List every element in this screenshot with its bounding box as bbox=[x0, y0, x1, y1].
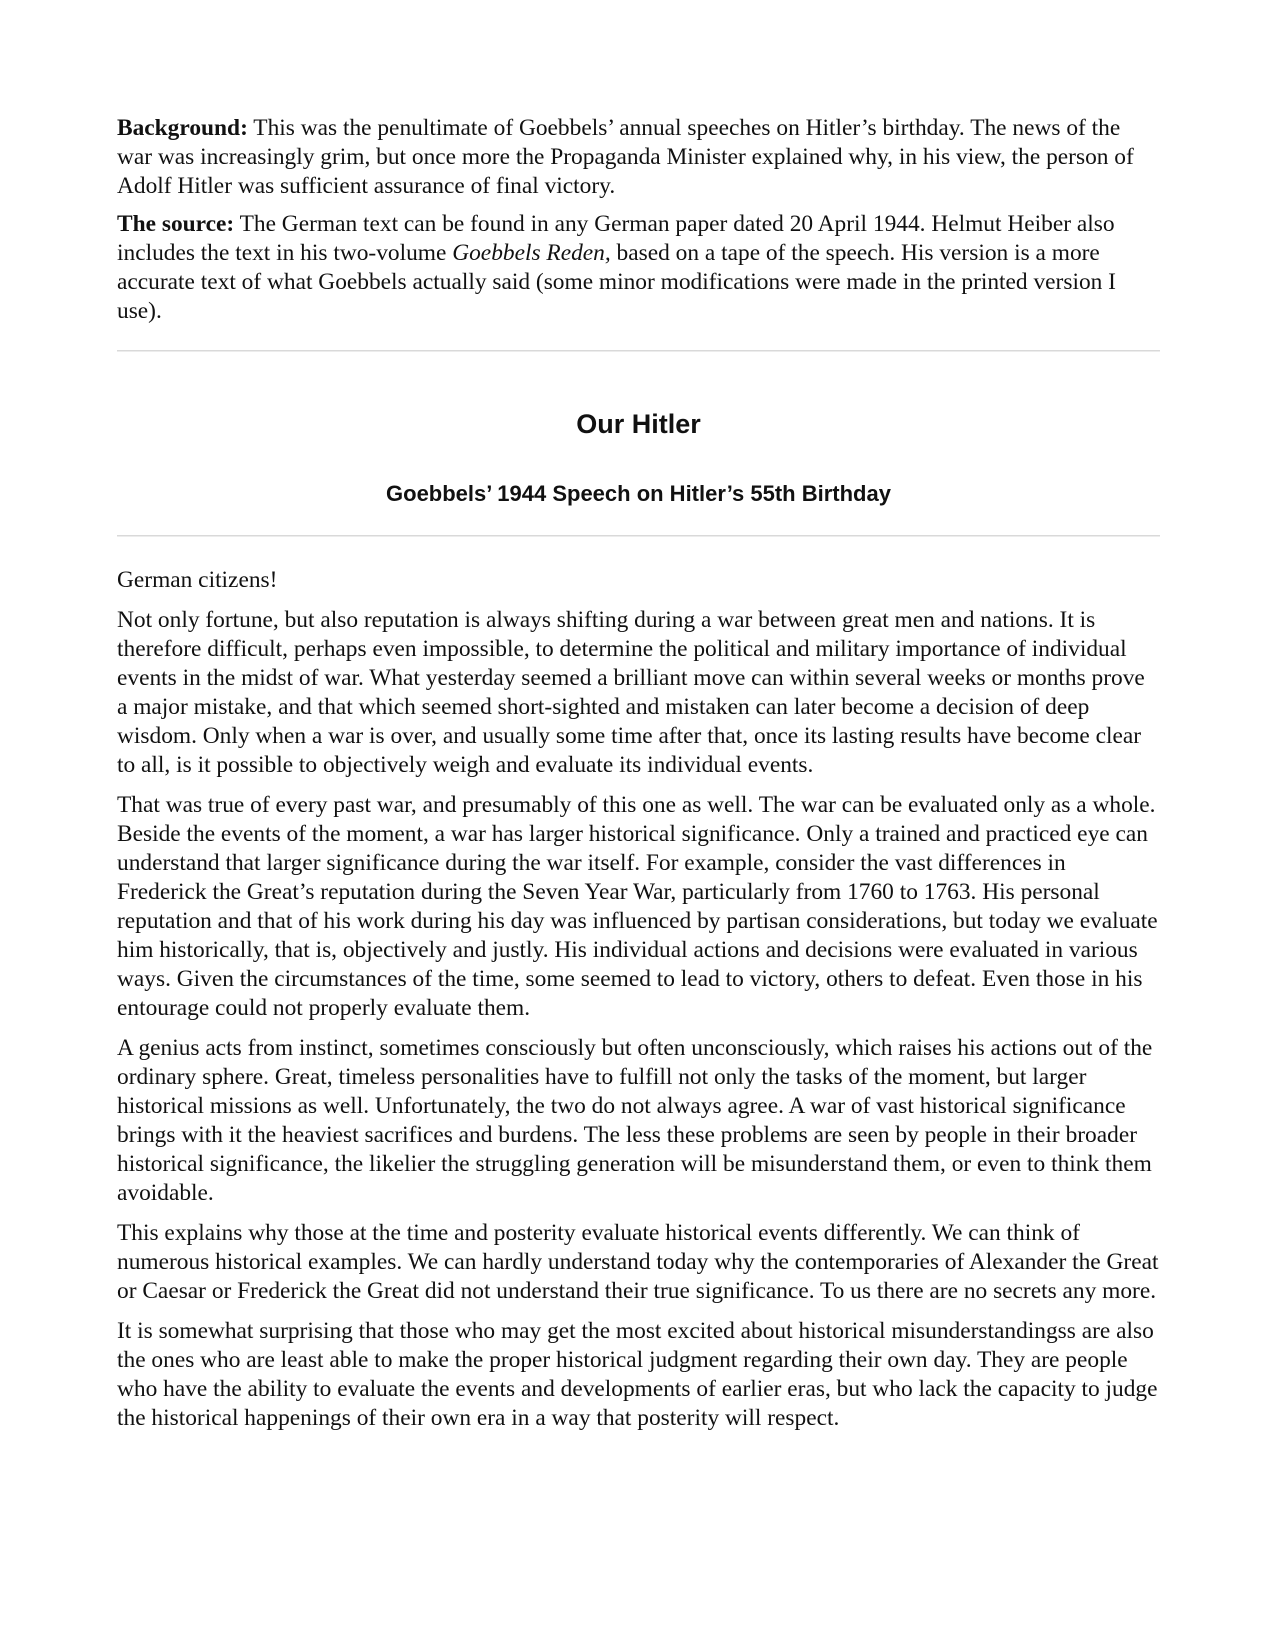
source-text-part-2: based on a tape of the speech. His version is a more accurate text of what Goebbels actually said (some minor modifications were made in the printed version I use). bbox=[117, 240, 1116, 324]
page-subtitle: Goebbels’ 1944 Speech on Hitler’s 55th Birthday bbox=[386, 481, 891, 506]
source-text-part-1: The German text can be found in any German paper dated 20 April 1944. Helmut Heiber also includes the text in his two-volume bbox=[117, 211, 1115, 266]
title-block bbox=[117, 408, 1160, 507]
body-paragraph: That was true of every past war, and presumably of this one as well. The war can be evaluated only as a whole. Beside the events of the moment, a war has larger historical significance. Only a trained and practiced eye can understand that larger significance during the war itself. For example, consider the vast differences in Frederick the Great’s reputation during the Seven Year War, particularly from 1760 to 1763. His personal reputation and that of his work during his day was influenced by partisan considerations, but today we evaluate him historically, that is, objectively and justly. His individual actions and decisions were evaluated in various ways. Given the circumstances of the time, some seemed to lead to victory, others to defeat. Even those in his entourage could not properly evaluate them. bbox=[117, 792, 1158, 1021]
background-label: Background: bbox=[117, 115, 248, 141]
divider-top bbox=[117, 350, 1160, 352]
document-page bbox=[117, 114, 1160, 1444]
source-paragraph bbox=[117, 210, 1160, 326]
source-label: The source: bbox=[117, 211, 235, 237]
speech-body bbox=[117, 566, 1160, 1433]
background-text: This was the penultimate of Goebbels’ annual speeches on Hitler’s birthday. The news of the war was increasingly grim, but once more the Propaganda Minister explained why, in his view, the person of Adolf Hitler was sufficient assurance of final victory. bbox=[117, 115, 1134, 199]
divider-bottom bbox=[117, 535, 1160, 537]
page-title: Our Hitler bbox=[576, 409, 701, 439]
body-paragraph: Not only fortune, but also reputation is always shifting during a war between great men and nations. It is therefore difficult, perhaps even impossible, to determine the political and military importance of individual events in the midst of war. What yesterday seemed a brilliant move can within several weeks or months prove a major mistake, and that which seemed short-sighted and mistaken can later become a decision of deep wisdom. Only when a war is over, and usually some time after that, once its lasting results have become clear to all, is it possible to objectively weigh and evaluate its individual events. bbox=[117, 607, 1145, 778]
intro-section bbox=[117, 114, 1160, 326]
body-paragraph: This explains why those at the time and posterity evaluate historical events differently. We can think of numerous historical examples. We can hardly understand today why the contemporaries of Alexander the Great or Caesar or Frederick the Great did not understand their true significance. To us there are no secrets any more. bbox=[117, 1220, 1159, 1304]
background-paragraph bbox=[117, 114, 1160, 201]
source-book-title: Goebbels Reden, bbox=[452, 240, 611, 266]
body-paragraph: It is somewhat surprising that those who may get the most excited about historical misunderstandingss are also the ones who are least able to make the proper historical judgment regarding their own day. They are people who have the ability to evaluate the events and developments of earlier eras, but who lack the capacity to judge the historical happenings of their own era in a way that posterity will respect. bbox=[117, 1318, 1158, 1431]
body-paragraph: A genius acts from instinct, sometimes consciously but often unconsciously, which raises his actions out of the ordinary sphere. Great, timeless personalities have to fulfill not only the tasks of the moment, but larger historical missions as well. Unfortunately, the two do not always agree. A war of vast historical significance brings with it the heaviest sacrifices and burdens. The less these problems are seen by people in their broader historical significance, the likelier the struggling generation will be misunderstand them, or even to think them avoidable. bbox=[117, 1035, 1153, 1206]
body-paragraph-salutation: German citizens! bbox=[117, 567, 278, 593]
